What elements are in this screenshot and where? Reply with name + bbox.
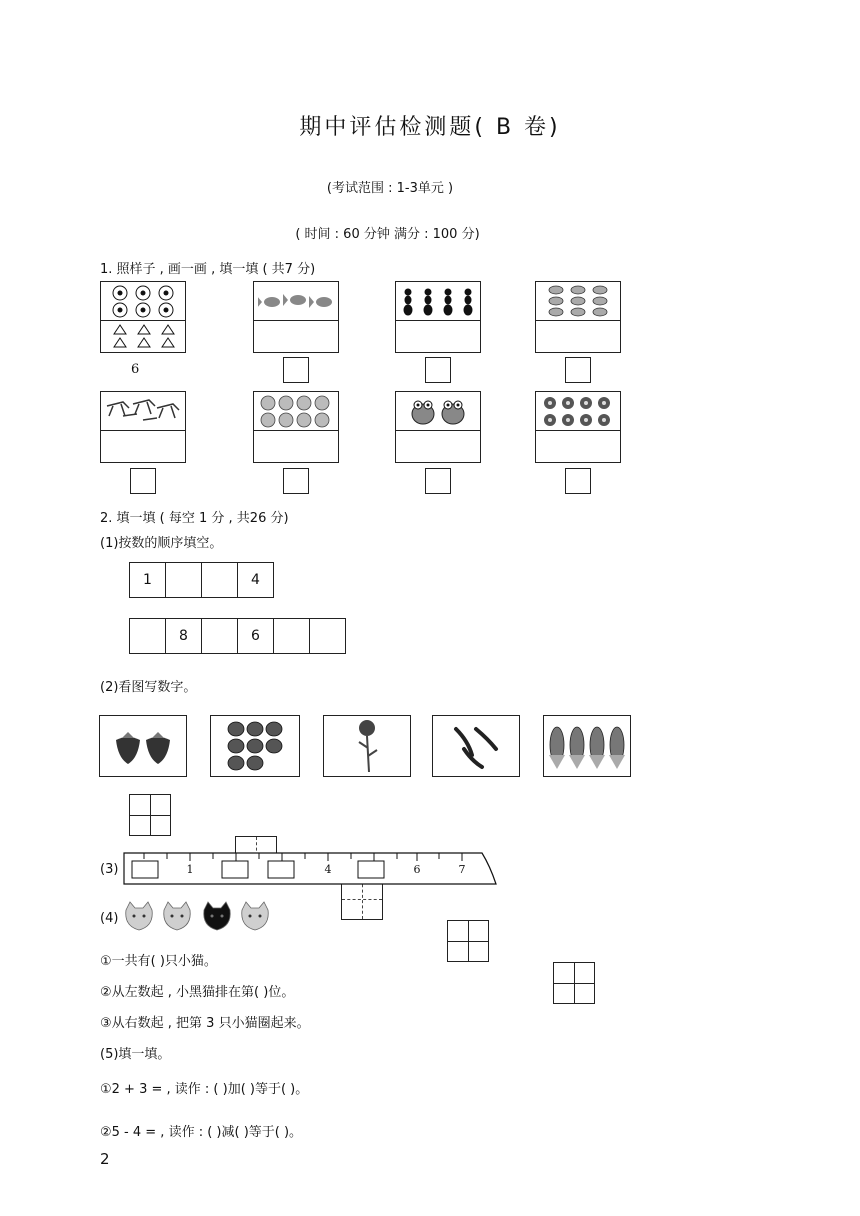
peppers-picture [432, 715, 520, 777]
ruler-tick-label: 6 [413, 863, 421, 876]
flower-picture [323, 715, 411, 777]
seq-blank[interactable] [130, 619, 166, 653]
q2-part4-label: (4) [100, 911, 119, 926]
corn-icon [545, 721, 629, 771]
seq-cell: 4 [251, 572, 260, 588]
corn-picture [543, 715, 631, 777]
example-picture [100, 281, 186, 353]
flowers-answer-box[interactable] [565, 468, 591, 494]
seq-blank[interactable] [274, 619, 310, 653]
seq-cell: 8 [166, 619, 202, 653]
frogs-icon [408, 394, 468, 428]
peaches-answer-box[interactable] [283, 468, 309, 494]
triangles-icon [109, 322, 179, 350]
frogs-answer-box[interactable] [425, 468, 451, 494]
q2-part1: (1)按数的顺序填空。 [100, 536, 223, 551]
ants-icon [398, 284, 478, 318]
peaches-picture [253, 391, 339, 463]
write-grid-1[interactable] [129, 794, 171, 836]
q2-part5: (5)填一填。 [100, 1047, 171, 1062]
ruler-tick-label: 1 [186, 863, 194, 876]
ants-picture [395, 281, 481, 353]
q2-part4-s1: ①一共有( )只小猫。 [100, 954, 217, 969]
fish-answer-box[interactable] [283, 357, 309, 383]
seq-blank[interactable] [310, 619, 345, 653]
grasshoppers-answer-box[interactable] [130, 468, 156, 494]
q2-part2: (2)看图写数字。 [100, 680, 197, 695]
flower-icon [347, 718, 387, 774]
q2-part4-s3: ③从右数起 , 把第 3 只小猫圈起来。 [100, 1016, 310, 1031]
seq-blank[interactable] [202, 563, 238, 597]
flowers-picture [535, 391, 621, 463]
grasshoppers-icon [103, 394, 183, 428]
number-sequence-row-2 [129, 618, 346, 654]
q2-part3-label: (3) [100, 862, 119, 877]
grasshoppers-picture [100, 391, 186, 463]
seq-blank[interactable] [202, 619, 238, 653]
write-grid-4[interactable] [447, 920, 489, 962]
peaches-icon [256, 394, 336, 428]
exam-time: ( 时间 : 60 分钟 满分 : 100 分) [295, 227, 480, 242]
ruler-tick-label: 4 [324, 863, 332, 876]
seq-blank[interactable] [166, 563, 202, 597]
write-grid-5[interactable] [553, 962, 595, 1004]
soccer-balls-icon [108, 284, 178, 318]
page-number: 2 [100, 1150, 110, 1168]
fish-picture [253, 281, 339, 353]
pumpkins-picture [210, 715, 300, 777]
strawberries-picture [99, 715, 187, 777]
flowers-icon [540, 394, 616, 428]
example-answer: 6 [131, 362, 140, 377]
fish-school-answer-box[interactable] [565, 357, 591, 383]
q2-part5-e2: ②5 - 4 = , 读作 : ( )减( )等于( )。 [100, 1125, 303, 1140]
fish-school-icon [543, 284, 613, 318]
q1-heading: 1. 照样子 , 画一画 , 填一填 ( 共7 分) [100, 262, 316, 277]
frogs-picture [395, 391, 481, 463]
page-title: 期中评估检测题( B 卷) [299, 115, 561, 140]
q2-part5-e1: ①2 + 3 = , 读作 : ( )加( )等于( )。 [100, 1082, 309, 1097]
ruler [122, 852, 502, 888]
peppers-icon [446, 721, 506, 771]
seq-cell: 6 [238, 619, 274, 653]
fish-icon [258, 286, 334, 316]
seq-cell: 1 [130, 563, 166, 597]
cats-icon [122, 900, 274, 934]
ants-answer-box[interactable] [425, 357, 451, 383]
fish-school-picture [535, 281, 621, 353]
exam-range: (考试范围 : 1-3单元 ) [326, 181, 454, 196]
pumpkins-icon [227, 720, 283, 772]
strawberries-icon [108, 726, 178, 766]
q2-heading: 2. 填一填 ( 每空 1 分 , 共26 分) [100, 511, 289, 526]
number-sequence-row-1 [129, 562, 274, 598]
ruler-tick-label: 7 [458, 863, 466, 876]
q2-part4-s2: ②从左数起 , 小黑猫排在第( )位。 [100, 985, 295, 1000]
